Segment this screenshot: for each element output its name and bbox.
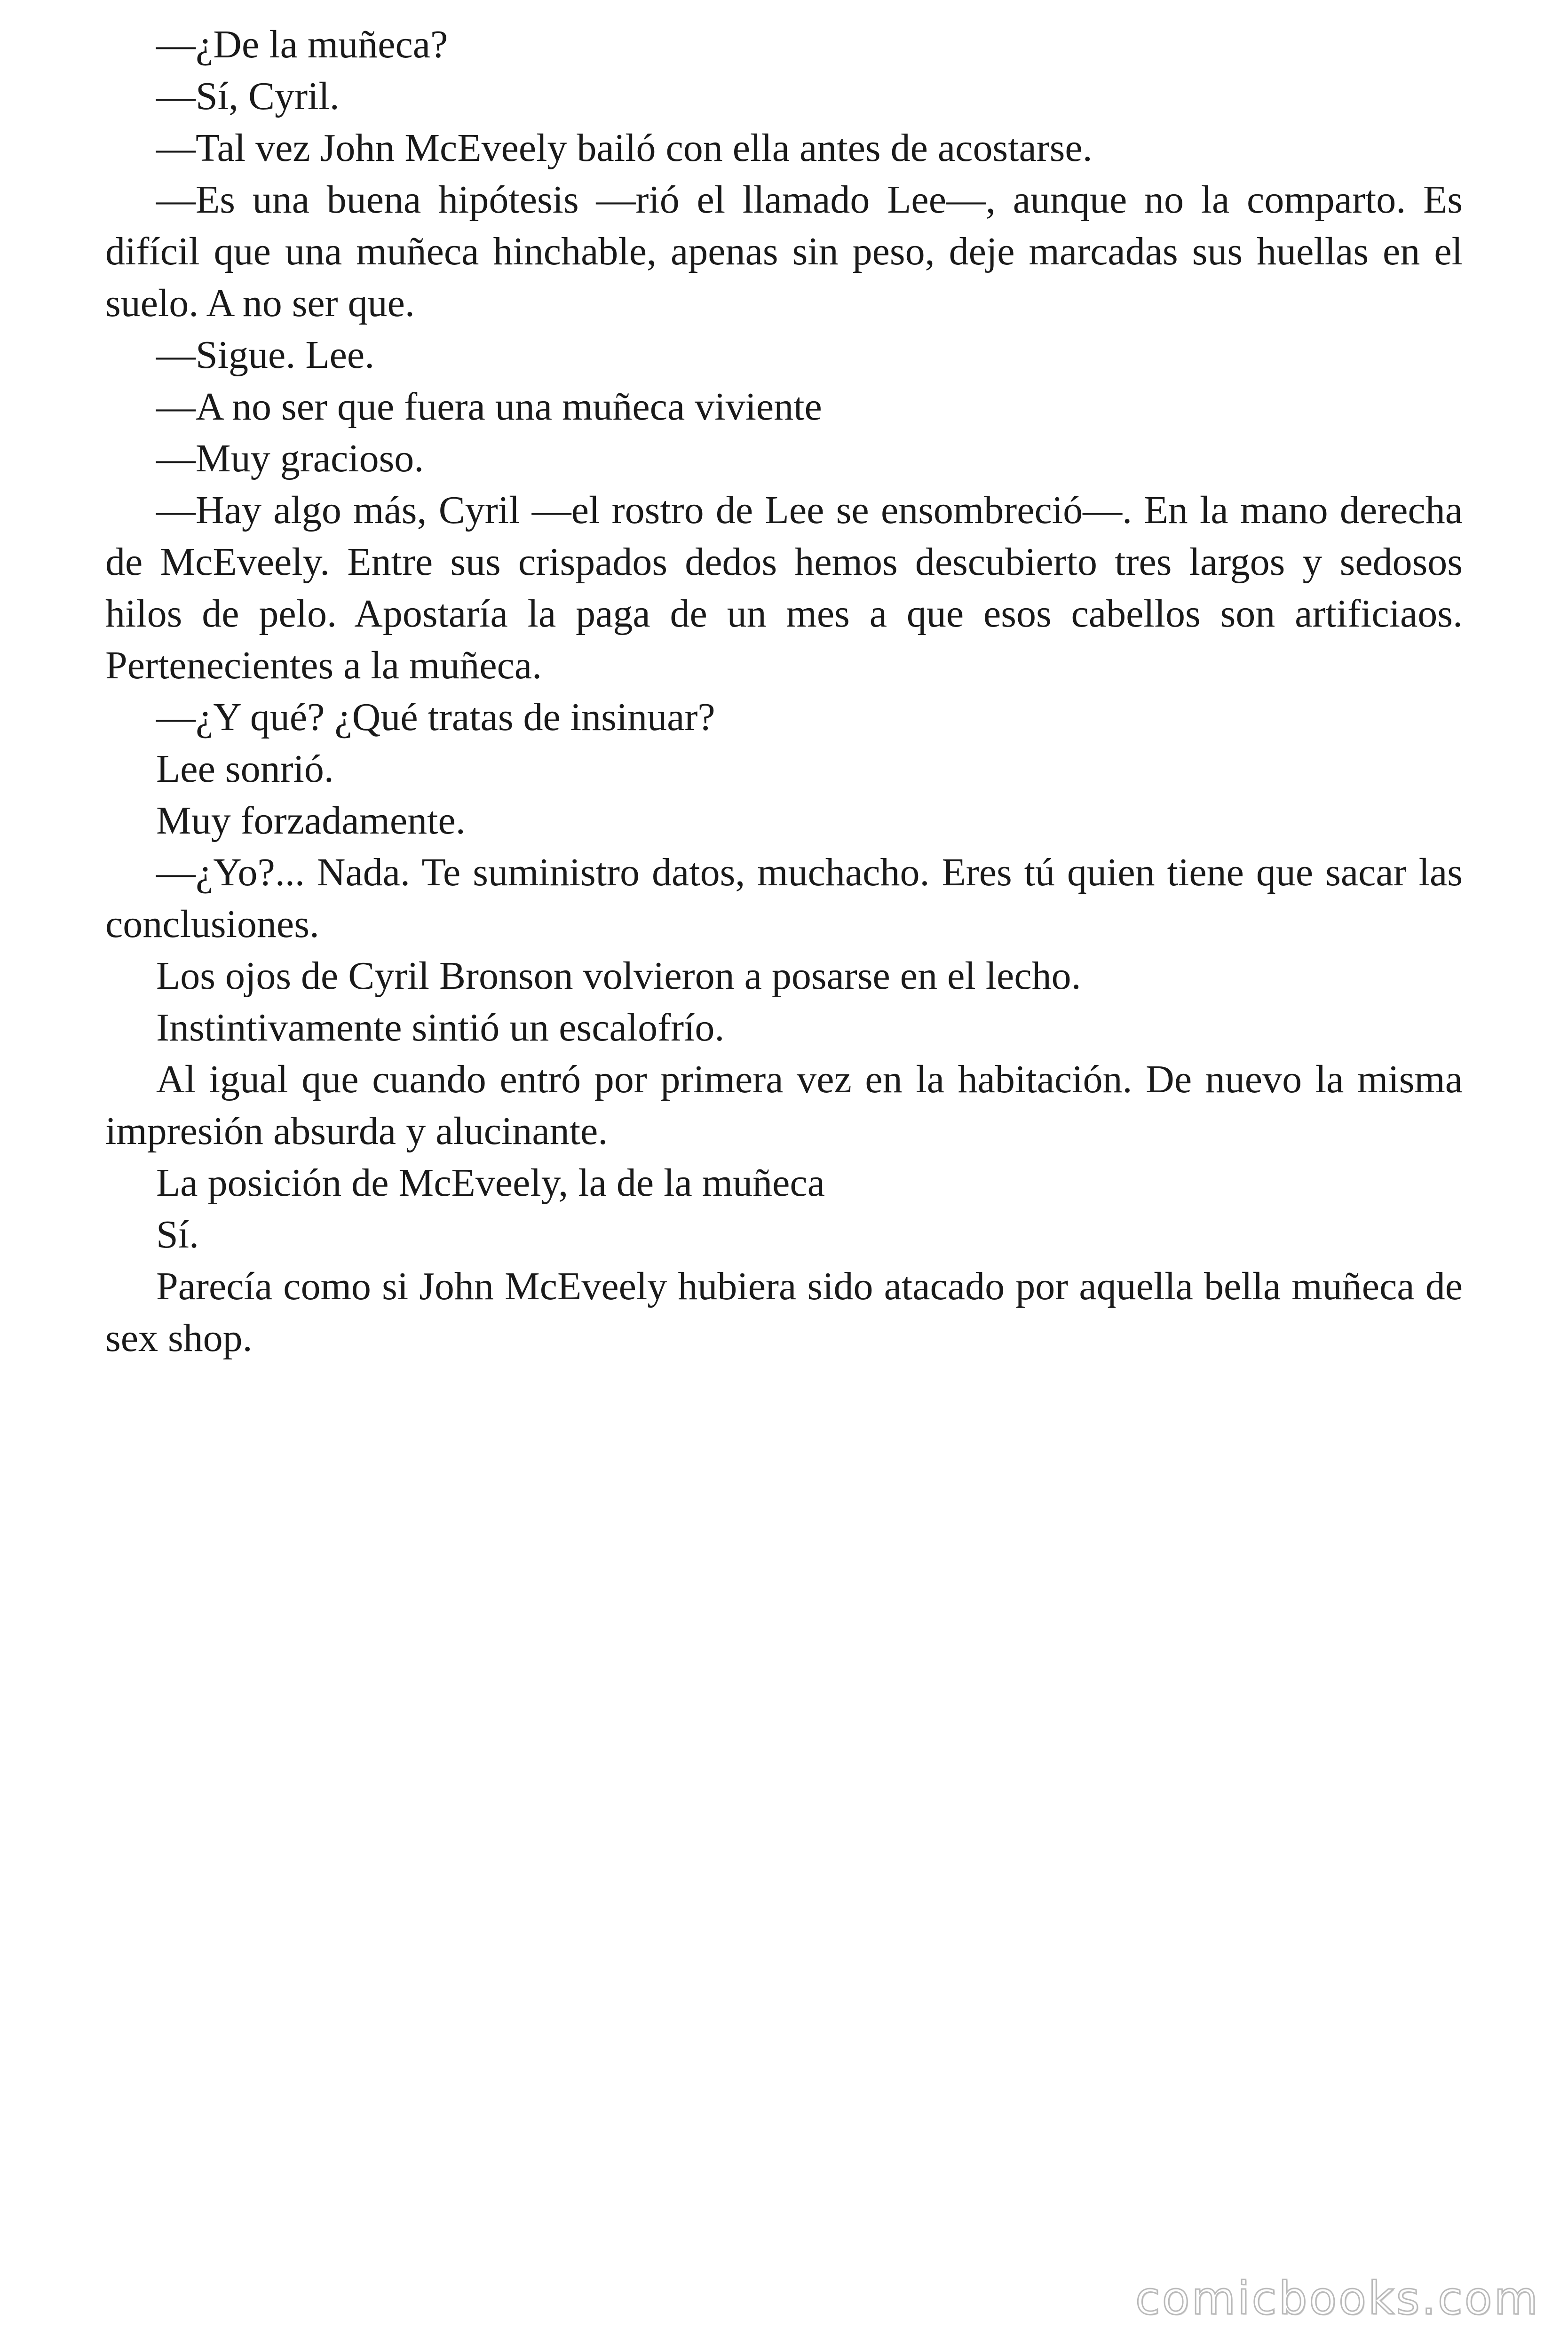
- page-body: [105, 19, 1463, 1364]
- paragraph: Sí.: [156, 1213, 199, 1256]
- paragraph: —Es una buena hipótesis —rió el llamado Lee—, aunque no la comparto. Es difícil que una muñeca hinchable, apenas sin peso, deje marcadas sus huellas en el suelo. A no ser que.: [105, 178, 1463, 325]
- paragraph: —¿De la muñeca?: [156, 23, 448, 66]
- paragraph: Muy forzadamente.: [156, 799, 466, 842]
- paragraph: Parecía como si John McEveely hubiera sido atacado por aquella bella muñeca de sex shop.: [105, 1264, 1463, 1360]
- paragraph: La posición de McEveely, la de la muñeca: [156, 1161, 825, 1205]
- paragraph: —Muy gracioso.: [156, 437, 424, 480]
- paragraph: Los ojos de Cyril Bronson volvieron a posarse en el lecho.: [156, 954, 1081, 998]
- paragraph: Al igual que cuando entró por primera vez en la habitación. De nuevo la misma impresión absurda y alucinante.: [105, 1057, 1463, 1153]
- paragraph: —Sigue. Lee.: [156, 333, 375, 377]
- paragraph: —Sí, Cyril.: [156, 74, 340, 118]
- paragraph: —Tal vez John McEveely bailó con ella antes de acostarse.: [156, 126, 1093, 170]
- paragraph: —Hay algo más, Cyril —el rostro de Lee se ensombreció—. En la mano derecha de McEveely. Entre sus crispados dedos hemos descubierto tres largos y sedosos hilos de pelo. Apostaría la paga de un mes a que esos cabellos son artificiaos. Pertenecientes a la muñeca.: [105, 488, 1463, 687]
- paragraph: Lee sonrió.: [156, 747, 334, 791]
- paragraph: Instintivamente sintió un escalofrío.: [156, 1006, 725, 1049]
- paragraph: —¿Yo?... Nada. Te suministro datos, muchacho. Eres tú quien tiene que sacar las conclusiones.: [105, 850, 1463, 946]
- paragraph: —A no ser que fuera una muñeca viviente: [156, 385, 822, 429]
- watermark: comicbooks.com: [1135, 2272, 1540, 2325]
- paragraph: —¿Y qué? ¿Qué tratas de insinuar?: [156, 695, 715, 739]
